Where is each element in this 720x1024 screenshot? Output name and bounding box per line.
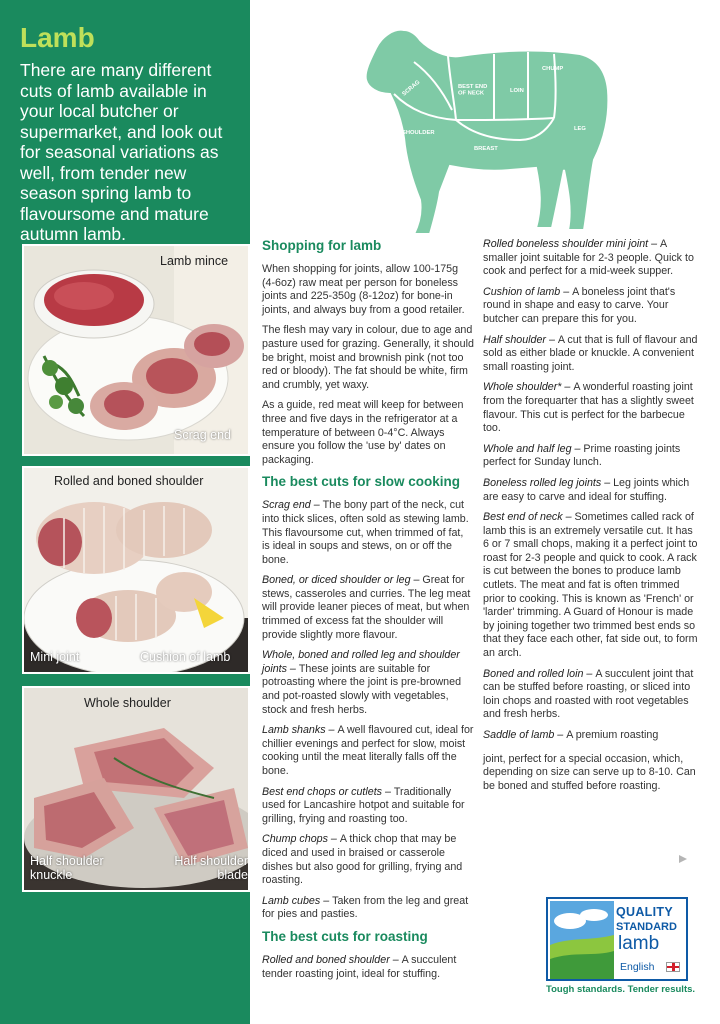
- caption-lamb-mince: Lamb mince: [160, 254, 229, 268]
- caption-half-shoulder-blade: Half shoulder blade: [174, 854, 248, 882]
- logo-english-text: English: [620, 961, 655, 973]
- cut-term: Rolled and boned shoulder –: [262, 953, 402, 966]
- cut-entry: [483, 729, 698, 743]
- cut-entry: [262, 786, 474, 827]
- cut-description-continued: joint, perfect for a special occasion, which, depending on size can serve up to 8-10. Can be boned and stuffed before roasting.: [483, 752, 696, 792]
- shopping-paragraph: As a guide, red meat will keep for between three and five days in the refrigerator at a temperature of between 0-4°C. Always ensure you follow the 'use by' dates on packaging.: [262, 399, 464, 466]
- cut-entry: [483, 477, 698, 504]
- cut-entry: [262, 833, 474, 887]
- logo-standard-text: STANDARD: [616, 921, 677, 933]
- cut-term: Scrag end –: [262, 499, 323, 512]
- cut-term: Half shoulder –: [483, 333, 558, 346]
- cut-entry: [262, 724, 474, 778]
- label-leg: LEG: [574, 126, 586, 132]
- caption-rolled-boned-shoulder: Rolled and boned shoulder: [54, 474, 204, 488]
- photo-illustration: [24, 246, 250, 456]
- photo-illustration: [24, 468, 250, 674]
- cut-description: A wonderful roasting joint from the forequarter that has a slightly sweet flavour. This cut is perfect for the barbecue too.: [483, 381, 694, 435]
- cut-entry: [483, 381, 698, 435]
- cut-entry: [483, 511, 698, 661]
- cut-description: Traditionally used for Lancashire hotpot and suitable for grilling, frying and roasting too.: [262, 785, 465, 825]
- logo-quality-text: QUALITY: [616, 905, 673, 919]
- caption-whole-shoulder: Whole shoulder: [84, 696, 171, 710]
- cut-description: The bony part of the neck, cut into thick slices, often sold as stewing lamb. This flavoursome cut, when trimmed of fat, is ideal in soups and stews, on or off the bone.: [262, 499, 469, 566]
- logo-lamb-text: lamb: [618, 933, 660, 954]
- cut-entry: [262, 954, 474, 981]
- page-title: Lamb: [20, 22, 95, 53]
- lamb-cuts-diagram: [360, 20, 616, 238]
- heading-slow-cooking: The best cuts for slow cooking: [262, 474, 461, 490]
- cut-term: Boned and rolled loin –: [483, 667, 596, 680]
- photo-rolled-shoulder: [22, 466, 250, 674]
- logo-landscape-icon: [550, 901, 614, 981]
- shopping-paragraph: The flesh may vary in colour, due to age and pasture used for grazing. Generally, it should be bright, moist and brownish pink (not too red or bloody). The fat should be white, firm and crumbly, yet waxy.: [262, 324, 474, 391]
- cut-description: Leg joints which are easy to carve and ideal for stuffing.: [483, 476, 690, 503]
- cut-term: Lamb cubes –: [262, 894, 333, 907]
- cut-description: Taken from the leg and great for pies and pasties.: [262, 894, 469, 921]
- cut-description: Great for stews, casseroles and curries. The leg meat will provide leaner pieces of meat, but when trimmed of excess fat the shoulder will provide slightly more flavour.: [262, 574, 471, 641]
- cut-term: Rolled boneless shoulder mini joint –: [483, 238, 661, 250]
- caption-mini-joint: Mini joint: [30, 650, 80, 664]
- cut-description: These joints are suitable for potroasting where the joint is pre-browned and pot-roasted slowly with vegetables, stock and fresh herbs.: [262, 662, 462, 716]
- cut-term: Boneless rolled leg joints –: [483, 476, 614, 489]
- label-best-end: BEST END OF NECK: [458, 84, 488, 97]
- photo-lamb-mince-scrag: [22, 244, 250, 456]
- logo-tagline: Tough standards. Tender results.: [546, 984, 696, 995]
- cut-entry: [262, 895, 474, 922]
- continue-arrow-icon: [678, 854, 688, 864]
- sidebar-panel: [0, 0, 250, 1024]
- caption-cushion-of-lamb: Cushion of lamb: [140, 650, 231, 664]
- cut-description: A cut that is full of flavour and sold as either blade or knuckle. A convenient small roasting joint.: [483, 333, 698, 373]
- cut-entry: [262, 649, 474, 717]
- label-breast: BREAST: [474, 146, 498, 152]
- st-george-flag-icon: [666, 962, 680, 972]
- cut-entry: [483, 443, 698, 470]
- cut-term: Best end chops or cutlets –: [262, 785, 394, 798]
- intro-text: There are many different cuts of lamb available in your local butcher or supermarket, and look out for seasonal variations as well, from tender new season spring lamb to flavoursome and mature autumn lamb.: [20, 60, 223, 244]
- cut-description: A smaller joint suitable for 2-3 people. Quick to cook and perfect for a mid-week supper.: [483, 238, 694, 278]
- cut-entry: [262, 499, 474, 567]
- cut-entry: [483, 286, 698, 327]
- cut-term: Cushion of lamb –: [483, 285, 573, 298]
- cut-term: Best end of neck –: [483, 511, 575, 524]
- text-column-right: [483, 238, 698, 800]
- cut-description: A premium roasting: [566, 729, 659, 741]
- quality-standard-logo: [546, 897, 688, 981]
- cut-term: Chump chops –: [262, 833, 340, 846]
- caption-scrag-end: Scrag end: [174, 428, 231, 442]
- cut-description: A well flavoured cut, ideal for chillier evenings and perfect for slow, moist cooking until the meat literally falls off the bone.: [262, 724, 474, 777]
- cut-term: Whole and half leg –: [483, 442, 584, 455]
- photo-whole-shoulder: [22, 686, 250, 892]
- cut-entry: [483, 238, 698, 279]
- cut-description: A boneless joint that's round in shape and easy to carve. Your butcher can prepare this for you.: [483, 285, 676, 325]
- cut-term: Whole, boned and rolled leg and shoulder joints –: [262, 649, 460, 675]
- cut-description: A thick chop that may be diced and used in braised or casserole dishes but also good for grilling, frying and roasting.: [262, 833, 463, 887]
- label-loin: LOIN: [510, 88, 524, 94]
- label-shoulder: SHOULDER: [402, 130, 435, 136]
- heading-shopping: Shopping for lamb: [262, 238, 382, 253]
- label-chump: CHUMP: [542, 66, 564, 72]
- caption-half-shoulder-knuckle: Half shoulder knuckle: [30, 854, 104, 882]
- heading-roasting: The best cuts for roasting: [262, 928, 428, 944]
- cut-term: Whole shoulder* –: [483, 381, 574, 394]
- text-column-left: [262, 238, 474, 988]
- cut-description: A succulent tender roasting joint, ideal for stuffing.: [262, 953, 457, 980]
- cut-entry: [483, 668, 698, 722]
- cut-description: Prime roasting joints perfect for Sunday lunch.: [483, 442, 681, 469]
- cut-term: Lamb shanks –: [262, 724, 338, 737]
- cut-description: Sometimes called rack of lamb this is an extremely versatile cut. It has 6 or 7 small chops, making it a perfect joint to roast for 2-3 people and quick to cook. A rack is cut between the bones to produce lamb cutlets. The meat and fat is often trimmed prior to cooking. This is known as 'French' or 'larder' trimming. A Guard of Honour is made by joining together two trimmed best ends so that they face each other, fat side out, to form an arch.: [483, 511, 698, 660]
- cut-term: Boned, or diced shoulder or leg –: [262, 574, 423, 587]
- cut-description: A succulent joint that can be stuffed before roasting, or sliced into loin chops and roasted with root vegetables and fresh herbs.: [483, 667, 694, 721]
- cut-entry: [483, 334, 698, 375]
- cut-entry: [262, 574, 474, 642]
- cut-term: Saddle of lamb –: [483, 729, 567, 741]
- label-scrag: SCRAG: [401, 79, 422, 98]
- shopping-paragraph: When shopping for joints, allow 100-175g (4-6oz) raw meat per person for boneless joints and 225-350g (8-12oz) for bone-in joints, and always buy from a good retailer.: [262, 263, 465, 316]
